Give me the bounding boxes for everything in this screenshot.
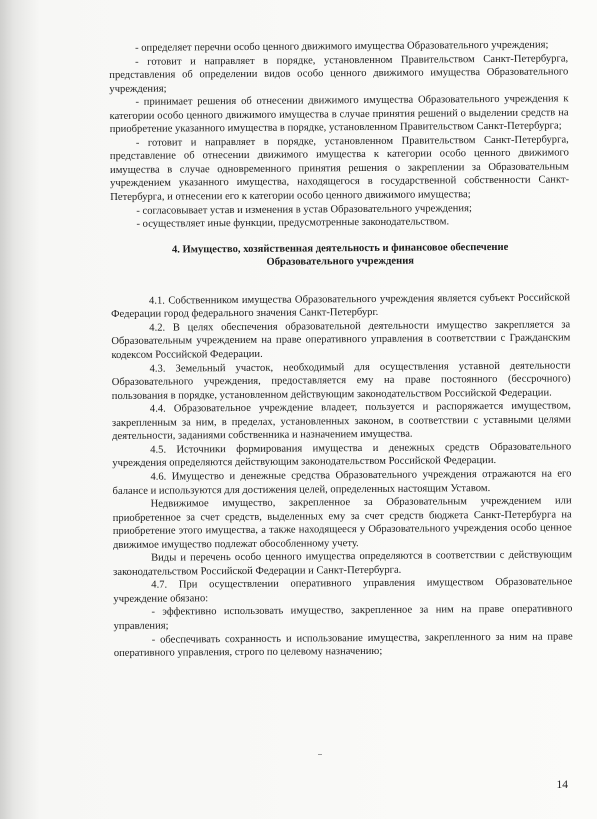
clause-4-1: 4.1. Собственником имущества Образовательного учреждения является субъект Российской Федерации город федерального значения Санкт-Петербург.	[111, 292, 571, 321]
clause-4-7-item-1: - эффективно использовать имущество, закрепленное за ним на праве оперативного управления;	[113, 603, 573, 632]
list-item: - принимает решения об отнесении движимого имущества Образовательного учреждения к категории особо ценного движимого имущества в случае принятия решений о выделении средств на приобретение указанного имущества в порядке, установленном Правительством Санкт-Петербурга;	[109, 93, 569, 136]
scan-speck	[318, 754, 322, 755]
section-heading-line-1: 4. Имущество, хозяйственная деятельность и финансовое обеспечение	[171, 241, 509, 256]
section-heading-line-2: Образовательного учреждения	[266, 255, 415, 269]
clause-4-6: 4.6. Имущество и денежные средства Образовательного учреждения отражаются на его балансе и используются для достижения целей, определенных настоящим Уставом.	[112, 468, 572, 497]
list-item: - готовит и направляет в порядке, установленном Правительством Санкт-Петербурга, представления об определении видов особо ценного движимого имущества Образовательного учреждения;	[109, 52, 569, 95]
section-heading	[111, 240, 570, 271]
clause-4-7-item-2: - обеспечивать сохранность и использование имущества, закрепленного за ним на праве оперативного управления, строго по целевому назначению;	[113, 630, 573, 660]
list-item: - осуществляет иные функции, предусмотренные законодательством.	[136, 216, 450, 230]
clause-4-2: 4.2. В целях обеспечения образовательной деятельности имущество закрепляется за Образовательным учреждением на праве оперативного управления в соответствии с Гражданским кодексом Российской Федерации.	[111, 319, 571, 362]
list-item: - согласовывает устав и изменения в устав Образовательного учреждения;	[136, 202, 472, 217]
clause-4-4: 4.4. Образовательное учреждение владеет, пользуется и распоряжается имуществом, закрепленным за ним, в пределах, установленных законом, в соответствии с уставными целями деятельности, заданиями собственника и назначением имущества.	[111, 400, 572, 443]
clause-4-6-paragraph-2: Недвижимое имущество, закрепленное за Образовательным учреждением или приобретенное за счет средств, выделенных ему за счет средств бюджета Санкт-Петербурга на приобретение этого имущества, а также находящееся у Образовательного учреждения особо ценное движимое имущество подлежат обособленному учету.	[112, 495, 572, 551]
page-number: 14	[556, 779, 568, 791]
clause-4-3: 4.3. Земельный участок, необходимый для осуществления уставной деятельности Образовательного учреждения, предоставляется ему на праве постоянного (бессрочного) пользования в порядке, установленном действующим законодательством Российской Федерации.	[111, 359, 571, 402]
document-body	[109, 38, 573, 660]
clause-4-5: 4.5. Источники формирования имущества и денежных средств Образовательного учреждения определяются действующим законодательством Российской Федерации.	[112, 441, 572, 470]
list-item: - готовит и направляет в порядке, установленном Правительством Санкт-Петербурга, представление об отнесении движимого имущества к категории особо ценного движимого имущества в случае одновременного принятия решения о закреплении за Образовательным учреждением указанного имущества, находящегося в государственной собственности Санкт-Петербурга, и отнесении его к категории особо ценного движимого имущества;	[109, 134, 570, 204]
clause-4-7: 4.7. При осуществлении оперативного управления имуществом Образовательное учреждение обязано:	[113, 576, 573, 605]
list-item: - определяет перечни особо ценного движимого имущества Образовательного учреждения;	[135, 39, 549, 54]
clause-4-6-paragraph-3: Виды и перечень особо ценного имущества определяются в соответствии с действующим законодательством Российской Федерации и Санкт-Петербурга.	[113, 549, 573, 578]
